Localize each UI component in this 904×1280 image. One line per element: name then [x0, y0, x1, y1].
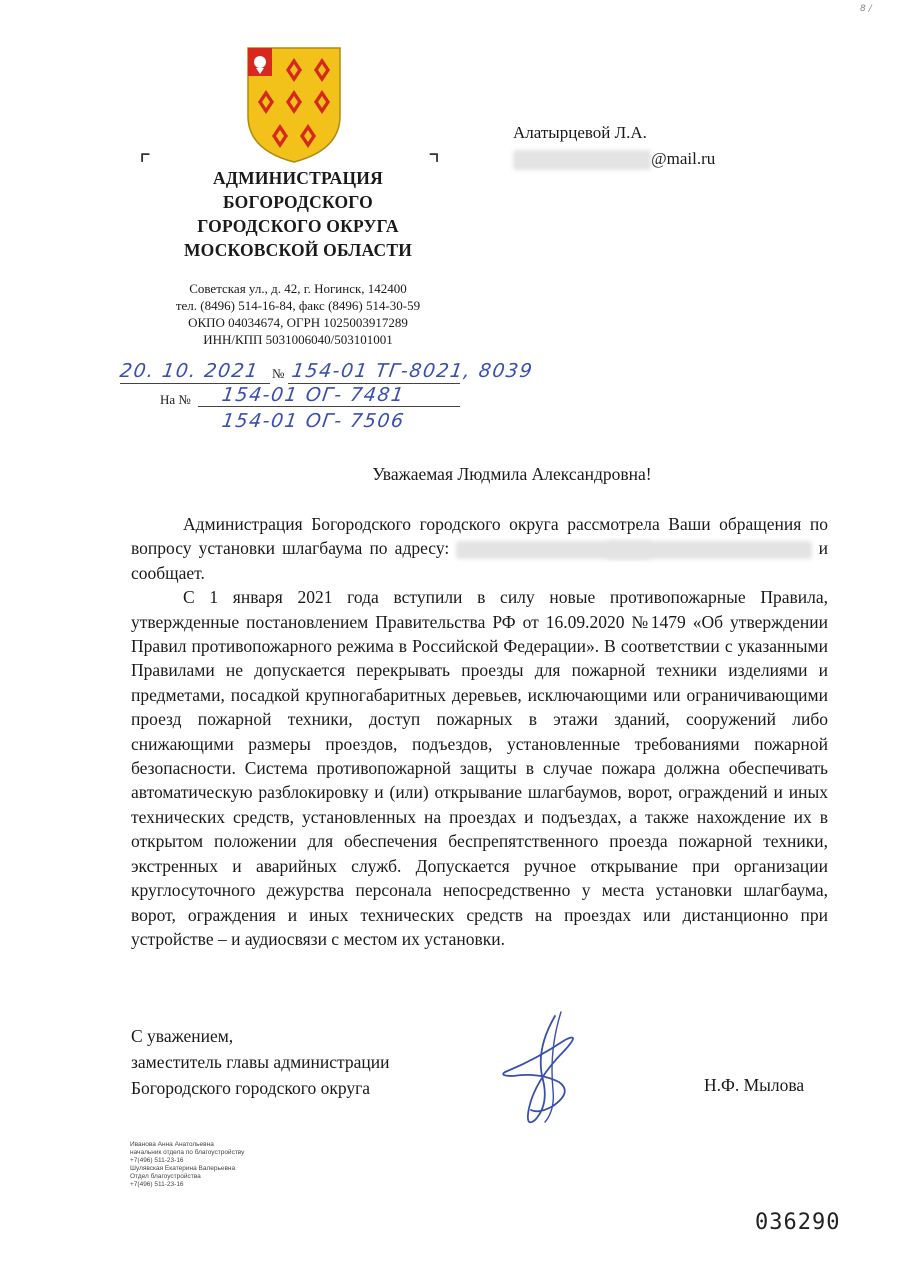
signer-position-1: заместитель главы администрации	[131, 1052, 390, 1072]
handwritten-signature-icon	[495, 1010, 585, 1125]
registration-number: 154-01 ТГ-8021, 8039	[290, 360, 535, 382]
title-line: ГОРОДСКОГО ОКРУГА	[197, 216, 399, 236]
executor-line: начальник отдела по благоустройству	[130, 1149, 245, 1156]
administration-address	[128, 280, 468, 348]
address-line: ИНН/КПП 5031006040/503101001	[203, 332, 393, 347]
recipient-name: Алатырцевой Л.А.	[513, 123, 647, 142]
paragraph-1-end: и сообщает.	[131, 538, 829, 583]
executors-list	[130, 1141, 244, 1189]
reference-number-2: 154-01 ОГ- 7506	[220, 410, 407, 432]
closing: С уважением,	[131, 1026, 234, 1046]
paragraph-1	[131, 512, 828, 585]
redacted-address-part-2	[607, 541, 812, 559]
executor-line: Шулявская Екатерина Валерьевна	[130, 1165, 236, 1172]
registration-date: 20. 10. 2021	[118, 360, 261, 382]
letter-greeting: Уважаемая Людмила Александровна!	[372, 464, 652, 484]
reference-number-1: 154-01 ОГ- 7481	[220, 384, 407, 406]
administration-title	[150, 166, 446, 262]
document-number: 036290	[755, 1210, 841, 1235]
paragraph-2: С 1 января 2021 года вступили в силу новые противопожарные Правила, утвержденные постановлением Правительства РФ от 16.09.2020 №1479 «Об утверждении Правил противопожарного режима в Российской Федерации». В соответствии с указанными Правилами не допускается перекрывать проезды для пожарной техники изделиями и предметами, посадкой крупногабаритных деревьев, исключающими или ограничивающими проезд пожарной техники, доступ пожарных в этажи зданий, сооружений либо снижающими размеры проездов, подъездов, установленные требованиями пожарной безопасности. Система противопожарной защиты в случае пожара должна обеспечивать автоматическую разблокировку и (или) открывание шлагбаумов, ворот, ограждений и иных технических средств, установленных на проездах и подъездах, а также нахождение их в открытом положении для обеспечения беспрепятственного проезда пожарной техники, экстренных и аварийных служб. Допускается ручное открывание при организации круглосуточного дежурства персонала непосредственно у места установки шлагбаума, ворот, ограждения и иных технических средств на проездах или дистанционно при устройстве – и аудиосвязи с местом их установки.	[131, 587, 828, 949]
title-line: БОГОРОДСКОГО	[223, 192, 373, 212]
email-suffix: @mail.ru	[651, 149, 716, 168]
signer-name: Н.Ф. Мылова	[704, 1075, 805, 1095]
corner-bracket-right-icon: ⌝	[428, 150, 441, 180]
recipient-email	[513, 146, 715, 172]
paragraph-1-start: Администрация Богородского городского округа рассмотрела Ваши обращения по вопросу установки шлагбаума по адресу:	[131, 514, 828, 559]
corner-mark: 8 /	[860, 4, 872, 14]
coat-of-arms-icon	[246, 46, 342, 164]
executor-line: +7(496) 511-23-16	[130, 1181, 184, 1188]
signature-block	[131, 1023, 390, 1101]
letter-body	[131, 512, 828, 951]
recipient-block	[513, 120, 715, 172]
reference-underline	[198, 406, 460, 407]
executor-line: +7(496) 511-23-16	[130, 1157, 184, 1164]
number-label: №	[272, 366, 285, 381]
redacted-email-user	[513, 150, 651, 170]
signer-position-2: Богородского городского округа	[131, 1078, 371, 1098]
executor-line: Отдел благоустройства	[130, 1173, 201, 1180]
executor-line: Иванова Анна Анатольевна	[130, 1141, 214, 1148]
address-line: ОКПО 04034674, ОГРН 1025003917289	[188, 315, 408, 330]
title-line: АДМИНИСТРАЦИЯ	[213, 168, 383, 188]
address-line: тел. (8496) 514-16-84, факс (8496) 514-30-59	[175, 298, 421, 313]
reference-label: На №	[160, 392, 191, 407]
corner-bracket-left-icon: ⌜	[139, 150, 152, 180]
title-line: МОСКОВСКОЙ ОБЛАСТИ	[183, 240, 413, 260]
address-line: Советская ул., д. 42, г. Ногинск, 142400	[189, 281, 407, 296]
